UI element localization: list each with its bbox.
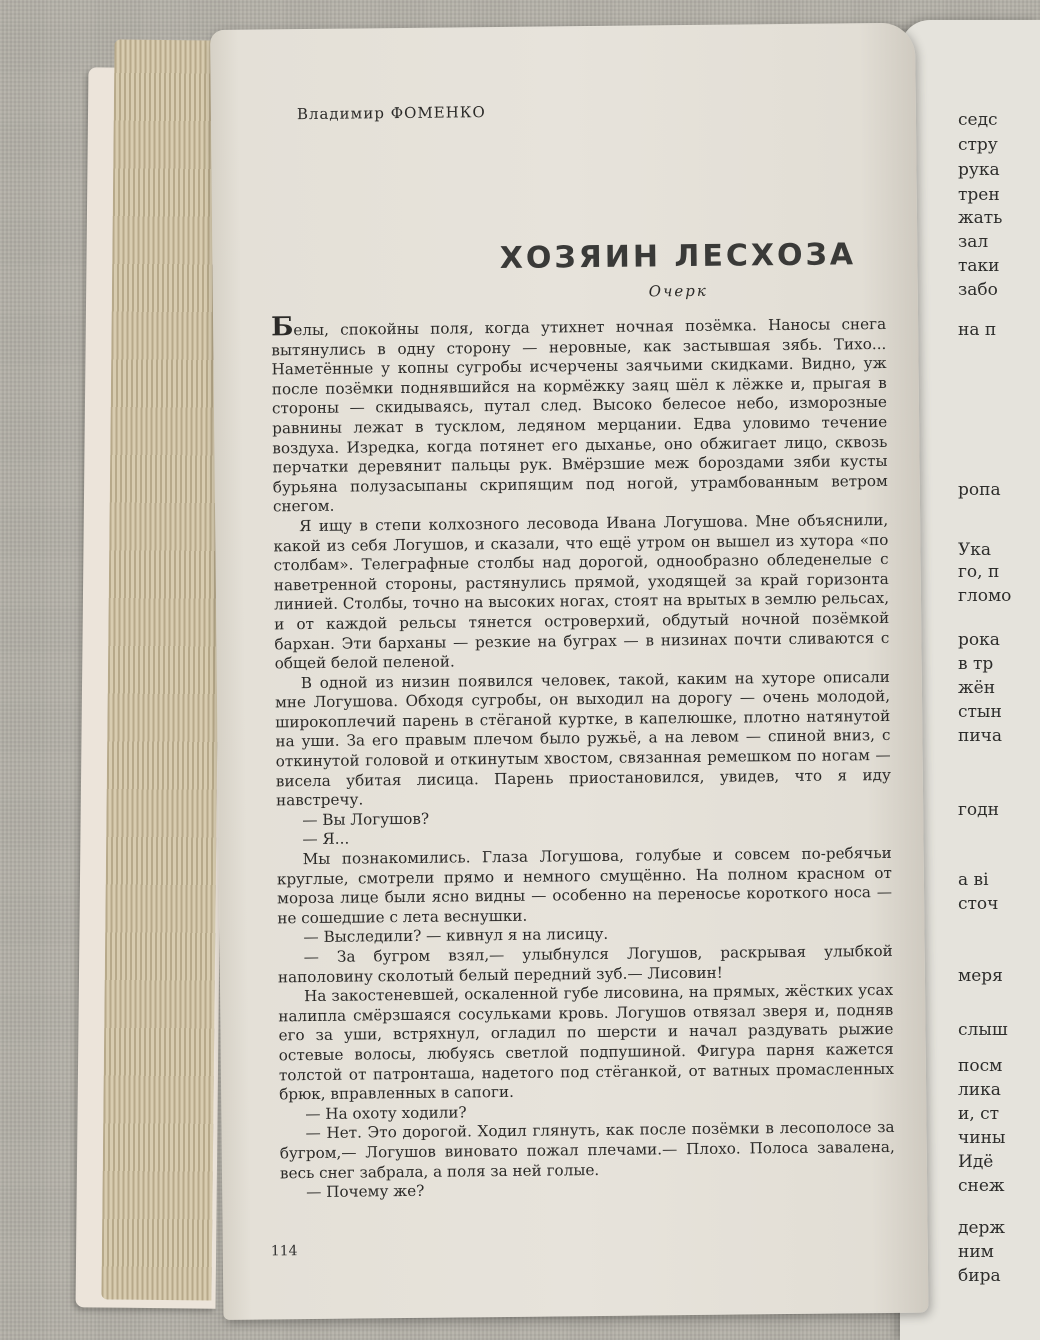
facing-page-line: зал [958, 232, 989, 252]
facing-page-line: и, ст [958, 1104, 1000, 1124]
page-number: 114 [270, 1243, 298, 1260]
facing-page-line: в тр [958, 654, 994, 674]
facing-page-line: рока [958, 630, 1000, 650]
dialogue-line: — Вы Логушов? [302, 809, 430, 829]
facing-page-line: держ [958, 1218, 1006, 1238]
facing-page-line: сточ [958, 894, 999, 914]
article-title: ХОЗЯИН ЛЕСХОЗА [499, 237, 857, 276]
facing-page-line: снеж [958, 1176, 1005, 1196]
facing-page-line: лика [958, 1080, 1001, 1100]
book-page [210, 23, 928, 1320]
paragraph: Мы познакомились. Глаза Логушова, голубые и совсем по-ребячьи круглые, смотрели прямо и немного смущённо. На полном красном от мороза лице были ясно видны — особенно на переносье короткого носа — не сошедшие с лета веснушки. [276, 843, 893, 928]
dialogue-line: — На охоту ходили? [305, 1103, 467, 1123]
paragraph: На закостеневшей, оскаленной губе лисовина, на прямых, жёстких усах налипла смёрзшаяся сосульками кровь. Логушов отвязал зверя и, подняв его за уши, встряхнул, огладил по шерсти и начал раздувать рыжие остевые волосы, любуясь светлой подпушиной. Фигура парня кажется толстой от патронташа, надетого под стёганкой, от ватных промасленных брюк, вправленных в сапоги. [278, 981, 895, 1104]
dialogue-line: — За бугром взял,— улыбнулся Логушов, раскрывая улыбкой наполовину сколотый белый передний зуб.— Лисовин! [277, 941, 893, 986]
dialogue-line: — Нет. Это дорогой. Ходил глянуть, как после позёмки в лесополосе за бугром,— Логушов виновато пожал плечами.— Плохо. Полоса завалена, весь снег забрала, а поля за ней голые. [279, 1118, 895, 1182]
facing-page-line: бира [958, 1266, 1001, 1286]
page-content [269, 85, 896, 1203]
paragraph: В одной из низин появился человек, такой, каким на хуторе описали мне Логушова. Обходя сугробы, он выходил на дорогу — очень молодой, широкоплечий парень в стёганой куртке, в капелюшке, плотно натянутой на уши. За его правым плечом было ружьё, а на левом — спиной вниз, с откинутой головой и откинутым хвостом, связанная ремешком по ногам — висела убитая лисица. Парень приостановился, увидев, что я иду навстречу. [274, 667, 891, 810]
facing-page-line: рука [958, 160, 1000, 180]
paragraph [271, 312, 888, 517]
facing-page-line: посм [958, 1056, 1003, 1076]
facing-page-line: стру [958, 135, 998, 155]
facing-page-line: трен [958, 185, 1000, 205]
article-body [271, 312, 895, 1203]
facing-page-line: седс [958, 110, 998, 130]
facing-page-line: таки [958, 256, 1000, 276]
paragraph-text: елы, спокойны поля, когда утихнет ночная позёмка. Наносы снега вытянулись в одну сторону — неровные, как застывшая зябь. Тихо... Наметённые у копны сугробы исчерчены заячьими скидками. Видно, уж после позёмки поднявшийся на кормёжку заяц шёл к лёжке и, прыгая в стороны — скидываясь, путал след. Высоко белесое небо, изморозные равнины лежат в тусклом, ледяном мерцании. Едва уловимо течение воздуха. Изредка, когда потянет его дыханье, оно обжигает лицо, сквозь перчатки деревянит пальцы рук. Вмёрзшие меж бороздами зяби кусты бурьяна полузасыпаны скрипящим под ногой, утрамбованным ветром снегом. [271, 314, 888, 516]
paragraph: Я ищу в степи колхозного лесовода Ивана Логушова. Мне объяснили, какой из себя Логушов, и сказали, что ещё утром он вышел из хутора «по столбам». Телеграфные столбы над дорогой, однообразно обледенелые с наветренной стороны, растянулись прямой, уходящей за край горизонта линией. Столбы, точно на высоких ногах, стоят на врытых в землю рельсах, и от каждой рельсы тянется островерхий, обдутый ночной позёмкой бархан. Эти барханы — резкие на буграх — в низинах почти сливаются с общей белой пеленой. [273, 510, 890, 673]
facing-page-line: Ука [958, 540, 992, 560]
dialogue-line: — Выследили? — кивнул я на лисицу. [303, 925, 609, 947]
facing-page-line: на п [958, 320, 997, 340]
facing-page-line: ним [958, 1242, 994, 1262]
dialogue-line: — Почему же? [306, 1181, 425, 1202]
article-subtitle: Очерк [648, 281, 708, 301]
facing-page-line: Идё [958, 1152, 994, 1172]
author-name: Владимир ФОМЕНКО [296, 103, 486, 124]
facing-page-line: го, п [958, 562, 1000, 582]
facing-page-line: жён [958, 678, 996, 698]
facing-page-line: стын [958, 702, 1002, 722]
facing-page-line: жать [958, 208, 1003, 228]
dialogue-line: — Я... [302, 830, 350, 849]
facing-page-line: ропа [958, 480, 1001, 500]
facing-page-line: слыш [958, 1020, 1008, 1040]
facing-page-line: пича [958, 726, 1003, 746]
page-stack-edge [101, 39, 224, 1300]
facing-page-line: меря [958, 966, 1003, 986]
facing-page-line: чины [958, 1128, 1006, 1148]
facing-page-line: годн [958, 800, 999, 820]
facing-page-line: а ві [958, 870, 989, 890]
drop-cap: Б [270, 312, 294, 343]
facing-page-line: забо [958, 280, 998, 300]
facing-page-line: гломо [958, 586, 1012, 606]
